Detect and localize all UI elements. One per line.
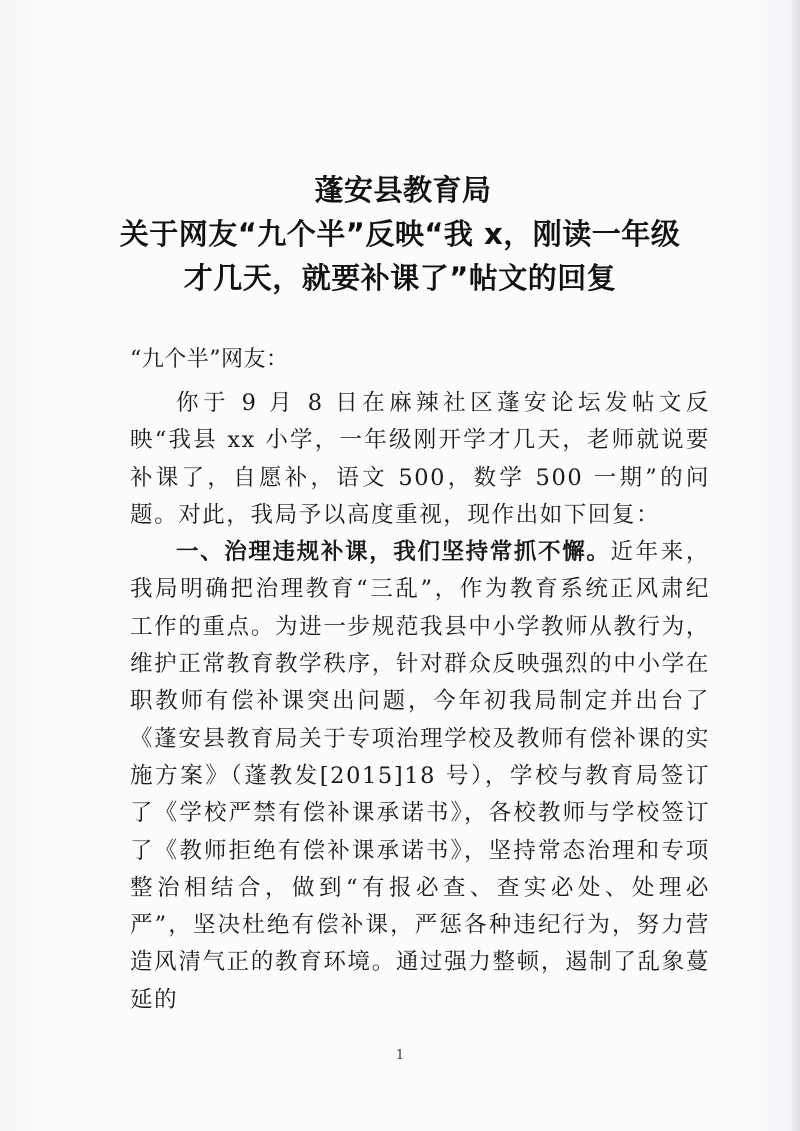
- salutation: “九个半”网友：: [130, 347, 289, 372]
- title-issuer: 蓬安县教育局: [314, 173, 492, 207]
- scan-edge-shadow: [790, 0, 800, 1131]
- page-number: 1: [395, 1048, 405, 1063]
- document-body: [130, 385, 710, 1019]
- title-subject-line-1: 关于网友“九个半”反映“我 x，刚读一年级: [119, 217, 681, 251]
- section-1-paragraph: [130, 534, 710, 1019]
- section-1-heading: 一、治理违规补课，我们坚持常抓不懈。: [176, 539, 611, 566]
- document-title: [0, 168, 800, 300]
- title-subject-line-2: 才几天，就要补课了”帖文的回复: [183, 261, 617, 295]
- intro-paragraph: 你于 9 月 8 日在麻辣社区蓬安论坛发帖文反映“我县 xx 小学，一年级刚开学才几天，老师就说要补课了，自愿补，语文 500，数学 500 一期”的问题。对此，我局予以高度重视，现作出如下回复：: [130, 390, 710, 528]
- section-1-body: 近年来，我局明确把治理教育“三乱”，作为教育系统正风肃纪工作的重点。为进一步规范我县中小学教师从教行为，维护正常教育教学秩序，针对群众反映强烈的中小学在职教师有偿补课突出问题，今年初我局制定并出台了《蓬安县教育局关于专项治理学校及教师有偿补课的实施方案》（蓬教发[2015]18 号），学校与教育局签订了《学校严禁有偿补课承诺书》，各校教师与学校签订了《教师拒绝有偿补课承诺书》，坚持常态治理和专项整治相结合，做到“有报必查、查实必处、处理必严”，坚决杜绝有偿补课，严惩各种违纪行为，努力营造风清气正的教育环境。通过强力整顿，遏制了乱象蔓延的: [130, 539, 710, 1013]
